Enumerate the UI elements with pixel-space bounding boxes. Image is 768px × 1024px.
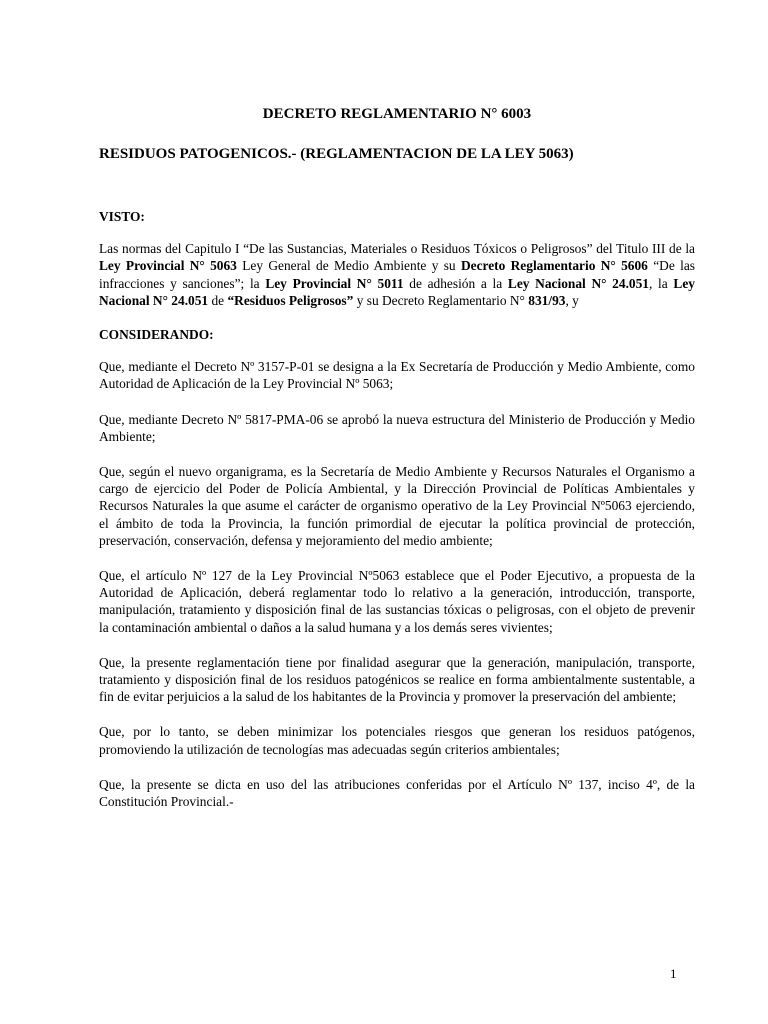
visto-text-3: “De las infracciones y sanciones”; la bbox=[99, 258, 695, 291]
visto-text-5: , la bbox=[649, 275, 674, 291]
visto-text-8: , y bbox=[565, 292, 579, 308]
visto-heading: VISTO: bbox=[99, 209, 145, 224]
visto-text-6: de bbox=[208, 292, 228, 308]
visto-bold-ley-24051-a: Ley Nacional N° 24.051 bbox=[507, 275, 650, 291]
visto-paragraph bbox=[99, 240, 695, 309]
visto-text-2: Ley General de Medio Ambiente y su bbox=[236, 258, 461, 274]
visto-bold-decreto-831: 831/93 bbox=[528, 292, 566, 308]
visto-bold-decreto-5606: Decreto Reglamentario N° 5606 bbox=[460, 258, 648, 274]
visto-bold-residuos-peligrosos: “Residuos Peligrosos” bbox=[227, 292, 354, 308]
considerando-paragraph: Que, la presente reglamentación tiene por finalidad asegurar que la generación, manipulación, transporte, tratamiento y disposición final de los residuos patogénicos se realice en forma ambientalmente sustentable, a fin de evitar perjuicios a la salud de los habitantes de la Provincia y promover la preservación del ambiente; bbox=[99, 654, 695, 705]
considerando-paragraph: Que, por lo tanto, se deben minimizar los potenciales riesgos que generan los residuos patógenos, promoviendo la utilización de tecnologías mas adecuadas según criterios ambientales; bbox=[99, 724, 695, 757]
document-subtitle: RESIDUOS PATOGENICOS.- (REGLAMENTACION DE LA LEY 5063) bbox=[99, 146, 574, 162]
document-body bbox=[99, 104, 695, 828]
visto-bold-ley-5063: Ley Provincial N° 5063 bbox=[99, 258, 237, 274]
considerando-paragraph: Que, el artículo Nº 127 de la Ley Provincial Nº5063 establece que el Poder Ejecutivo, a propuesta de la Autoridad de Aplicación, deberá reglamentar todo lo relativo a la generación, introducción, transporte, manipulación, tratamiento y disposición final de las sustancias tóxicas o peligrosas, con el objeto de prevenir la contaminación ambiental o daños a la salud humana y a los demás seres vivientes; bbox=[99, 568, 695, 635]
document-title: DECRETO REGLAMENTARIO N° 6003 bbox=[262, 106, 532, 122]
considerando-paragraph: Que, mediante Decreto Nº 5817-PMA-06 se aprobó la nueva estructura del Ministerio de Producción y Medio Ambiente; bbox=[99, 411, 695, 444]
visto-text-7: y su Decreto Reglamentario N° bbox=[353, 292, 529, 308]
visto-bold-ley-24051-b: Ley Nacional N° 24.051 bbox=[99, 275, 695, 308]
visto-bold-ley-5011: Ley Provincial N° 5011 bbox=[265, 275, 404, 291]
visto-text-1: Las normas del Capitulo I “De las Sustancias, Materiales o Residuos Tóxicos o Peligrosos” del Titulo III de la bbox=[99, 241, 695, 257]
page-number: 1 bbox=[670, 966, 677, 981]
considerando-paragraph: Que, mediante el Decreto Nº 3157-P-01 se designa a la Ex Secretaría de Producción y Medio Ambiente, como Autoridad de Aplicación de la Ley Provincial Nº 5063; bbox=[99, 359, 695, 392]
considerando-heading: CONSIDERANDO: bbox=[99, 327, 214, 343]
considerando-paragraph: Que, la presente se dicta en uso del las atribuciones conferidas por el Artículo Nº 137, inciso 4º, de la Constitución Provincial.- bbox=[99, 776, 695, 810]
considerando-paragraph: Que, según el nuevo organigrama, es la Secretaría de Medio Ambiente y Recursos Naturales el Organismo a cargo de ejercicio del Poder de Policía Ambiental, y la Dirección Provincial de Políticas Ambientales y Recursos Naturales la que asume el carácter de organismo operativo de la Ley Provincial Nº5063 ejerciendo, el ámbito de toda la Provincia, la función primordial de ejecutar la política provincial de protección, preservación, conservación, defensa y mejoramiento del medio ambiente; bbox=[99, 464, 695, 548]
visto-text-4: de adhesión a la bbox=[403, 275, 508, 291]
